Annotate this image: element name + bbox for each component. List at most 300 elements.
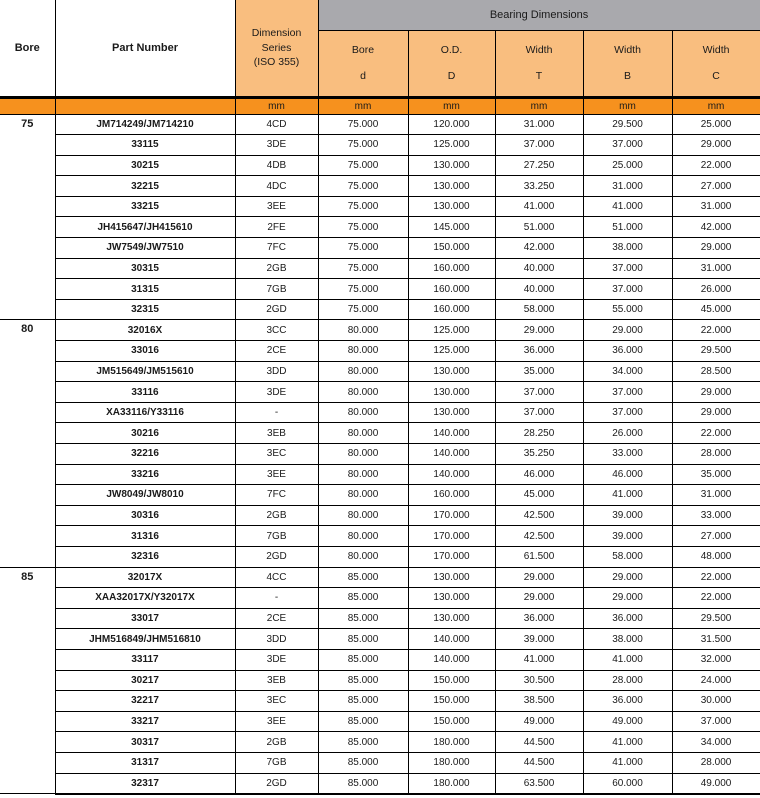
units-cell-T: mm	[495, 97, 583, 114]
dimension-series-cell: 2CE	[235, 608, 318, 629]
bore-d-cell: 80.000	[318, 546, 408, 567]
width-T-cell: 63.500	[495, 773, 583, 794]
part-number-cell: 30215	[55, 155, 235, 176]
width-B-cell: 41.000	[583, 196, 672, 217]
width-B-cell: 29.000	[583, 588, 672, 609]
units-cell-D: mm	[408, 97, 495, 114]
dimension-series-cell: 4DB	[235, 155, 318, 176]
width-T-cell: 41.000	[495, 649, 583, 670]
table-row	[0, 526, 760, 547]
width-C-cell: 37.000	[672, 711, 760, 732]
od-D-cell: 140.000	[408, 649, 495, 670]
width-C-cell: 31.500	[672, 629, 760, 650]
bore-d-cell: 85.000	[318, 588, 408, 609]
column-header-od-D	[408, 30, 495, 97]
dimension-series-cell: 4CC	[235, 567, 318, 588]
width-T-cell: 37.000	[495, 135, 583, 156]
units-cell-d: mm	[318, 97, 408, 114]
bore-d-cell: 85.000	[318, 649, 408, 670]
bore-d-cell: 85.000	[318, 773, 408, 794]
table-row	[0, 670, 760, 691]
width-B-cell: 31.000	[583, 176, 672, 197]
width-T-cell: 58.000	[495, 299, 583, 320]
od-D-cell: 130.000	[408, 588, 495, 609]
width-C-cell: 42.000	[672, 217, 760, 238]
column-header-part-number: Part Number	[55, 0, 235, 97]
width-C-cell: 48.000	[672, 546, 760, 567]
table-row	[0, 279, 760, 300]
units-cell-series: mm	[235, 97, 318, 114]
part-number-cell: 30317	[55, 732, 235, 753]
od-D-cell: 140.000	[408, 423, 495, 444]
width-T-cell: 61.500	[495, 546, 583, 567]
part-number-cell: 33115	[55, 135, 235, 156]
width-B-cell: 37.000	[583, 402, 672, 423]
bore-d-cell: 75.000	[318, 196, 408, 217]
bore-d-cell: 85.000	[318, 711, 408, 732]
width-T-cell: 42.000	[495, 238, 583, 259]
part-number-cell: JW7549/JW7510	[55, 238, 235, 259]
width-C-cell: 28.500	[672, 361, 760, 382]
dimension-series-cell: 2CE	[235, 341, 318, 362]
bore-d-cell: 75.000	[318, 135, 408, 156]
width-C-cell: 31.000	[672, 196, 760, 217]
width-T-cell: 27.250	[495, 155, 583, 176]
part-number-cell: 30217	[55, 670, 235, 691]
dimension-series-cell: 3CC	[235, 320, 318, 341]
bore-group-value: 85	[0, 567, 55, 794]
table-row	[0, 196, 760, 217]
width-B-cell: 39.000	[583, 505, 672, 526]
part-number-cell: 33216	[55, 464, 235, 485]
part-number-cell: 32317	[55, 773, 235, 794]
bore-d-cell: 75.000	[318, 299, 408, 320]
width-C-cell: 34.000	[672, 732, 760, 753]
table-row	[0, 485, 760, 506]
width-T-cell: 28.250	[495, 423, 583, 444]
width-T-cell: 40.000	[495, 279, 583, 300]
table-body	[0, 114, 760, 794]
od-D-cell: 160.000	[408, 258, 495, 279]
dimension-series-cell: 2GB	[235, 505, 318, 526]
dimension-series-cell: 3DD	[235, 629, 318, 650]
table-row	[0, 299, 760, 320]
od-D-cell: 170.000	[408, 505, 495, 526]
table-row	[0, 505, 760, 526]
table-row	[0, 217, 760, 238]
width-C-cell: 29.000	[672, 238, 760, 259]
width-C-cell: 22.000	[672, 588, 760, 609]
width-T-cell: 29.000	[495, 588, 583, 609]
part-number-cell: 30216	[55, 423, 235, 444]
width-B-cell: 41.000	[583, 732, 672, 753]
width-C-cell: 49.000	[672, 773, 760, 794]
bore-d-cell: 85.000	[318, 732, 408, 753]
dimension-series-cell: 3DD	[235, 361, 318, 382]
width-B-cell: 38.000	[583, 629, 672, 650]
width-T-cell: 30.500	[495, 670, 583, 691]
width-B-cell: 58.000	[583, 546, 672, 567]
width-T-cell: 51.000	[495, 217, 583, 238]
width-B-cell: 49.000	[583, 711, 672, 732]
dimension-series-cell: 4DC	[235, 176, 318, 197]
width-T-cell: 40.000	[495, 258, 583, 279]
width-B-cell: 29.500	[583, 114, 672, 135]
dimension-series-cell: 3EC	[235, 691, 318, 712]
width-T-cell: 44.500	[495, 732, 583, 753]
width-C-cell: 33.000	[672, 505, 760, 526]
od-D-cell: 130.000	[408, 608, 495, 629]
dimension-series-line3: (ISO 355)	[253, 55, 300, 68]
bore-d-cell: 75.000	[318, 176, 408, 197]
width-B-cell: 39.000	[583, 526, 672, 547]
part-number-cell: 32315	[55, 299, 235, 320]
bore-group-value: 80	[0, 320, 55, 567]
width-t-symbol: T	[535, 69, 543, 82]
width-B-cell: 55.000	[583, 299, 672, 320]
width-C-cell: 22.000	[672, 423, 760, 444]
od-D-cell: 180.000	[408, 732, 495, 753]
column-header-width-T	[495, 30, 583, 97]
table-row	[0, 629, 760, 650]
width-C-cell: 27.000	[672, 526, 760, 547]
bore-d-cell: 80.000	[318, 444, 408, 465]
width-B-cell: 29.000	[583, 567, 672, 588]
width-C-cell: 24.000	[672, 670, 760, 691]
width-C-cell: 29.500	[672, 341, 760, 362]
width-C-cell: 29.000	[672, 135, 760, 156]
od-D-cell: 145.000	[408, 217, 495, 238]
bore-d-cell: 80.000	[318, 526, 408, 547]
width-T-cell: 49.000	[495, 711, 583, 732]
width-T-cell: 35.250	[495, 444, 583, 465]
width-B-cell: 29.000	[583, 320, 672, 341]
bore-d-label: Bore	[351, 44, 375, 57]
width-T-cell: 29.000	[495, 320, 583, 341]
od-D-cell: 180.000	[408, 773, 495, 794]
bore-d-cell: 80.000	[318, 341, 408, 362]
od-D-cell: 150.000	[408, 691, 495, 712]
width-T-cell: 46.000	[495, 464, 583, 485]
table-row	[0, 567, 760, 588]
dimension-series-cell: 3EE	[235, 464, 318, 485]
od-D-cell: 130.000	[408, 402, 495, 423]
od-D-cell: 160.000	[408, 485, 495, 506]
width-C-cell: 30.000	[672, 691, 760, 712]
width-C-cell: 45.000	[672, 299, 760, 320]
width-C-cell: 22.000	[672, 320, 760, 341]
width-B-cell: 41.000	[583, 649, 672, 670]
dimension-series-cell: 2GD	[235, 773, 318, 794]
bore-d-cell: 80.000	[318, 361, 408, 382]
table-row	[0, 649, 760, 670]
od-D-cell: 140.000	[408, 464, 495, 485]
part-number-cell: XA33116/Y33116	[55, 402, 235, 423]
bore-d-cell: 85.000	[318, 752, 408, 773]
bore-d-cell: 75.000	[318, 114, 408, 135]
part-number-cell: 32016X	[55, 320, 235, 341]
bore-d-cell: 75.000	[318, 155, 408, 176]
dimension-series-cell: 3DE	[235, 382, 318, 403]
dimension-series-cell: 7GB	[235, 752, 318, 773]
part-number-cell: 32215	[55, 176, 235, 197]
part-number-cell: 33116	[55, 382, 235, 403]
width-T-cell: 41.000	[495, 196, 583, 217]
width-T-cell: 37.000	[495, 402, 583, 423]
table-row	[0, 444, 760, 465]
bore-d-cell: 85.000	[318, 691, 408, 712]
width-B-cell: 51.000	[583, 217, 672, 238]
dimension-series-cell: 3DE	[235, 135, 318, 156]
column-header-bore-d	[318, 30, 408, 97]
od-D-cell: 120.000	[408, 114, 495, 135]
dimension-series-cell: -	[235, 402, 318, 423]
od-D-cell: 150.000	[408, 670, 495, 691]
units-row	[0, 97, 760, 114]
table-row	[0, 732, 760, 753]
width-C-cell: 22.000	[672, 155, 760, 176]
od-D-cell: 170.000	[408, 526, 495, 547]
part-number-cell: 33217	[55, 711, 235, 732]
width-C-cell: 28.000	[672, 752, 760, 773]
table-header	[0, 0, 760, 114]
od-D-cell: 160.000	[408, 299, 495, 320]
width-B-cell: 26.000	[583, 423, 672, 444]
width-T-cell: 31.000	[495, 114, 583, 135]
width-C-cell: 31.000	[672, 258, 760, 279]
width-C-cell: 26.000	[672, 279, 760, 300]
part-number-cell: 31316	[55, 526, 235, 547]
width-C-cell: 31.000	[672, 485, 760, 506]
od-D-cell: 150.000	[408, 711, 495, 732]
units-cell-bore	[0, 97, 55, 114]
bore-d-cell: 80.000	[318, 423, 408, 444]
width-B-cell: 41.000	[583, 752, 672, 773]
table-row	[0, 382, 760, 403]
part-number-cell: JHM516849/JHM516810	[55, 629, 235, 650]
column-header-width-B	[583, 30, 672, 97]
width-T-cell: 37.000	[495, 382, 583, 403]
bore-d-cell: 80.000	[318, 382, 408, 403]
table-row	[0, 588, 760, 609]
dimension-series-cell: 3EB	[235, 423, 318, 444]
width-C-cell: 22.000	[672, 567, 760, 588]
bore-d-cell: 80.000	[318, 464, 408, 485]
table-row	[0, 402, 760, 423]
dimension-series-cell: 2GD	[235, 546, 318, 567]
width-T-cell: 42.500	[495, 526, 583, 547]
od-D-cell: 125.000	[408, 320, 495, 341]
width-C-cell: 25.000	[672, 114, 760, 135]
width-B-cell: 38.000	[583, 238, 672, 259]
bore-d-cell: 85.000	[318, 567, 408, 588]
width-T-cell: 33.250	[495, 176, 583, 197]
width-B-cell: 41.000	[583, 485, 672, 506]
dimension-series-cell: 3EC	[235, 444, 318, 465]
table-row	[0, 238, 760, 259]
od-D-cell: 125.000	[408, 341, 495, 362]
bore-d-cell: 85.000	[318, 629, 408, 650]
part-number-cell: 32217	[55, 691, 235, 712]
dimension-series-cell: 3EB	[235, 670, 318, 691]
table-row	[0, 464, 760, 485]
bore-d-cell: 85.000	[318, 608, 408, 629]
dimension-series-cell: 7GB	[235, 279, 318, 300]
table-row	[0, 155, 760, 176]
od-D-cell: 130.000	[408, 155, 495, 176]
width-C-cell: 27.000	[672, 176, 760, 197]
column-header-bore: Bore	[0, 0, 55, 97]
dimension-series-line1: Dimension	[251, 27, 302, 40]
bore-d-cell: 75.000	[318, 217, 408, 238]
part-number-cell: 33016	[55, 341, 235, 362]
units-cell-C: mm	[672, 97, 760, 114]
bore-d-cell: 85.000	[318, 670, 408, 691]
od-D-cell: 140.000	[408, 629, 495, 650]
od-D-cell: 130.000	[408, 361, 495, 382]
table-row	[0, 361, 760, 382]
width-T-cell: 36.000	[495, 341, 583, 362]
dimension-series-cell: 7FC	[235, 238, 318, 259]
part-number-cell: 31315	[55, 279, 235, 300]
width-B-cell: 37.000	[583, 135, 672, 156]
table-row	[0, 258, 760, 279]
width-T-cell: 44.500	[495, 752, 583, 773]
table-row	[0, 114, 760, 135]
width-B-cell: 37.000	[583, 279, 672, 300]
bearing-dimensions-group-header: Bearing Dimensions	[318, 0, 760, 30]
part-number-cell: 33215	[55, 196, 235, 217]
width-C-cell: 29.000	[672, 402, 760, 423]
dimension-series-cell: -	[235, 588, 318, 609]
part-number-cell: 33017	[55, 608, 235, 629]
width-T-cell: 29.000	[495, 567, 583, 588]
od-D-cell: 170.000	[408, 546, 495, 567]
table-row	[0, 320, 760, 341]
dimension-series-cell: 2GB	[235, 732, 318, 753]
width-C-cell: 35.000	[672, 464, 760, 485]
part-number-cell: 32216	[55, 444, 235, 465]
width-T-cell: 39.000	[495, 629, 583, 650]
part-number-cell: 30316	[55, 505, 235, 526]
bore-group-value: 75	[0, 114, 55, 320]
width-T-cell: 45.000	[495, 485, 583, 506]
width-B-cell: 60.000	[583, 773, 672, 794]
bore-d-cell: 75.000	[318, 279, 408, 300]
width-c-symbol: C	[712, 69, 720, 82]
width-T-cell: 42.500	[495, 505, 583, 526]
od-D-cell: 160.000	[408, 279, 495, 300]
od-D-cell: 130.000	[408, 196, 495, 217]
od-symbol: D	[447, 69, 456, 82]
width-B-cell: 28.000	[583, 670, 672, 691]
column-header-width-C	[672, 30, 760, 97]
bore-d-symbol: d	[360, 69, 366, 82]
od-D-cell: 125.000	[408, 135, 495, 156]
dimension-series-line2: Series	[261, 41, 292, 54]
bore-d-cell: 75.000	[318, 258, 408, 279]
table-row	[0, 773, 760, 794]
width-T-cell: 36.000	[495, 608, 583, 629]
header-row-top	[0, 0, 760, 30]
od-D-cell: 130.000	[408, 176, 495, 197]
width-B-cell: 25.000	[583, 155, 672, 176]
width-B-cell: 34.000	[583, 361, 672, 382]
part-number-cell: JM714249/JM714210	[55, 114, 235, 135]
width-C-cell: 29.000	[672, 382, 760, 403]
bore-d-cell: 80.000	[318, 320, 408, 341]
part-number-cell: JW8049/JW8010	[55, 485, 235, 506]
width-B-cell: 46.000	[583, 464, 672, 485]
bore-d-cell: 80.000	[318, 505, 408, 526]
width-B-cell: 36.000	[583, 691, 672, 712]
od-D-cell: 150.000	[408, 238, 495, 259]
units-cell-part-number	[55, 97, 235, 114]
dimension-series-cell: 7FC	[235, 485, 318, 506]
part-number-cell: 32316	[55, 546, 235, 567]
column-header-dimension-series	[235, 0, 318, 97]
width-B-cell: 37.000	[583, 382, 672, 403]
dimension-series-cell: 2FE	[235, 217, 318, 238]
part-number-cell: JM515649/JM515610	[55, 361, 235, 382]
dimension-series-cell: 7GB	[235, 526, 318, 547]
part-number-cell: 30315	[55, 258, 235, 279]
table-row	[0, 691, 760, 712]
dimension-series-cell: 2GD	[235, 299, 318, 320]
width-c-label: Width	[702, 44, 730, 57]
od-D-cell: 130.000	[408, 382, 495, 403]
table-row	[0, 711, 760, 732]
part-number-cell: XAA32017X/Y32017X	[55, 588, 235, 609]
width-B-cell: 36.000	[583, 608, 672, 629]
table-row	[0, 752, 760, 773]
table-row	[0, 341, 760, 362]
table-row	[0, 176, 760, 197]
od-D-cell: 180.000	[408, 752, 495, 773]
width-B-cell: 36.000	[583, 341, 672, 362]
width-T-cell: 35.000	[495, 361, 583, 382]
dimension-series-cell: 4CD	[235, 114, 318, 135]
od-label: O.D.	[440, 44, 463, 57]
width-C-cell: 32.000	[672, 649, 760, 670]
part-number-cell: 32017X	[55, 567, 235, 588]
width-B-cell: 33.000	[583, 444, 672, 465]
dimension-series-cell: 3EE	[235, 196, 318, 217]
od-D-cell: 130.000	[408, 567, 495, 588]
part-number-cell: JH415647/JH415610	[55, 217, 235, 238]
table-row	[0, 423, 760, 444]
od-D-cell: 140.000	[408, 444, 495, 465]
width-b-label: Width	[614, 44, 641, 57]
width-C-cell: 28.000	[672, 444, 760, 465]
width-b-symbol: B	[623, 69, 631, 82]
table-row	[0, 546, 760, 567]
bore-d-cell: 75.000	[318, 238, 408, 259]
part-number-cell: 33117	[55, 649, 235, 670]
width-C-cell: 29.500	[672, 608, 760, 629]
dimension-series-cell: 3EE	[235, 711, 318, 732]
units-cell-B: mm	[583, 97, 672, 114]
width-T-cell: 38.500	[495, 691, 583, 712]
bore-d-cell: 80.000	[318, 402, 408, 423]
dimension-series-cell: 2GB	[235, 258, 318, 279]
width-t-label: Width	[525, 44, 553, 57]
table-row	[0, 135, 760, 156]
part-number-cell: 31317	[55, 752, 235, 773]
width-B-cell: 37.000	[583, 258, 672, 279]
table-row	[0, 608, 760, 629]
dimension-series-cell: 3DE	[235, 649, 318, 670]
